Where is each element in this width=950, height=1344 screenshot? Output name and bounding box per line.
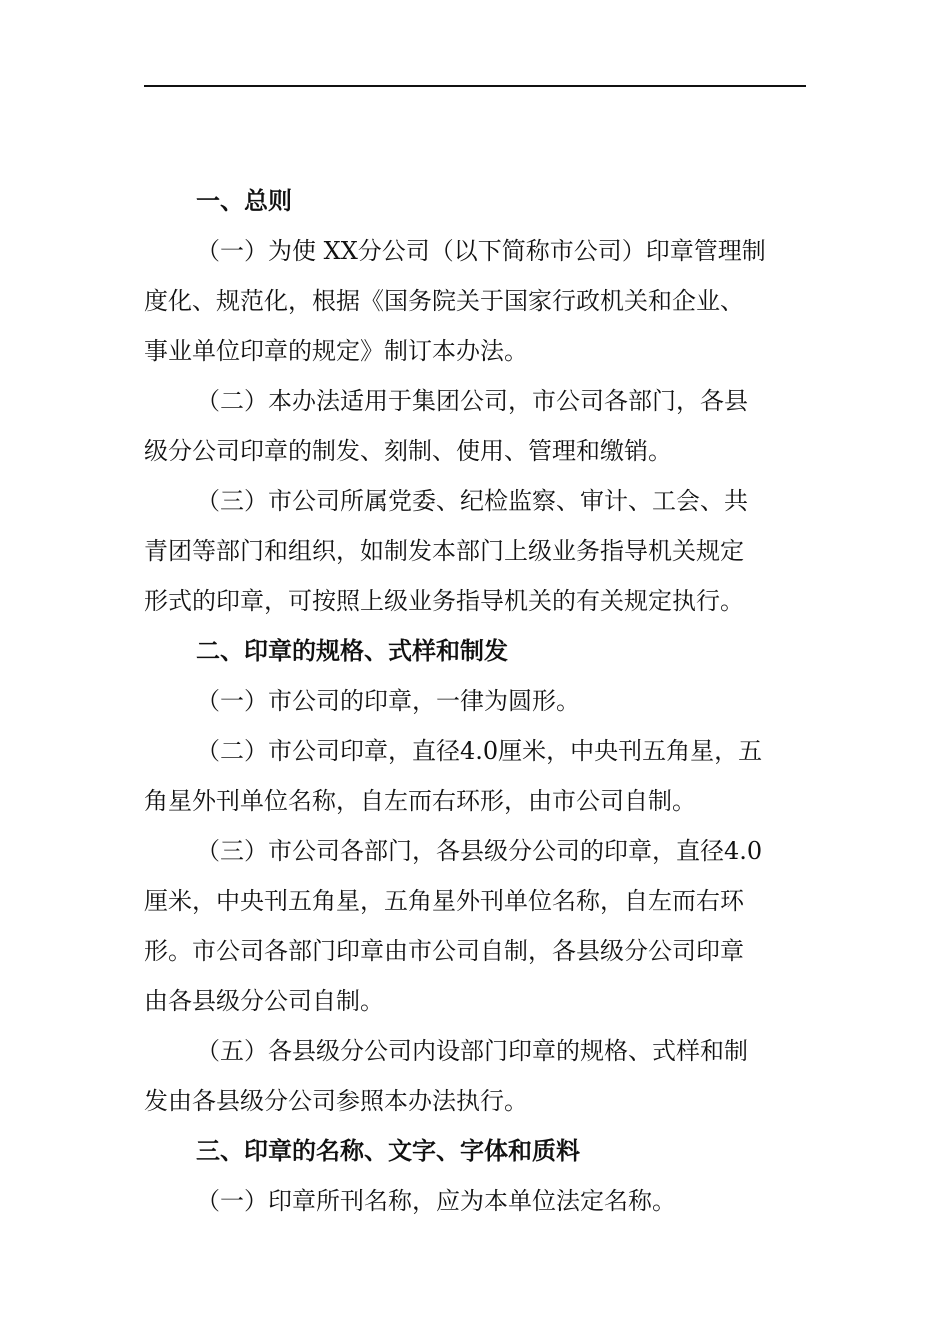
- paragraph-line: （一）印章所刊名称，应为本单位法定名称。: [196, 1187, 676, 1215]
- paragraph-line: （一）市公司的印章，一律为圆形。: [196, 687, 580, 715]
- paragraph-line: 度化、规范化，根据《国务院关于国家行政机关和企业、: [144, 287, 744, 315]
- paragraph-line: 厘米，中央刊五角星，五角星外刊单位名称，自左而右环: [144, 887, 744, 915]
- paragraph-line: 事业单位印章的规定》制订本办法。: [144, 337, 528, 365]
- header-rule: [144, 85, 806, 87]
- paragraph-line: （三）市公司各部门，各县级分公司的印章，直径4.0: [196, 837, 763, 865]
- paragraph-line: 发由各县级分公司参照本办法执行。: [144, 1087, 528, 1115]
- paragraph-line: 级分公司印章的制发、刻制、使用、管理和缴销。: [144, 437, 672, 465]
- section-heading: 三、印章的名称、文字、字体和质料: [196, 1136, 580, 1165]
- paragraph-line: （五）各县级分公司内设部门印章的规格、式样和制: [196, 1037, 748, 1065]
- paragraph-line: 形。市公司各部门印章由市公司自制，各县级分公司印章: [144, 937, 744, 965]
- section-heading: 二、印章的规格、式样和制发: [196, 636, 508, 665]
- paragraph-line: （二）市公司印章，直径4.0厘米，中央刊五角星，五: [196, 737, 763, 765]
- section-heading: 一、总则: [196, 186, 292, 215]
- paragraph-line: 由各县级分公司自制。: [144, 987, 384, 1015]
- paragraph-line: 青团等部门和组织，如制发本部门上级业务指导机关规定: [144, 537, 744, 565]
- paragraph-line: （三）市公司所属党委、纪检监察、审计、工会、共: [196, 487, 748, 515]
- paragraph-line: （一）为使 XX分公司（以下简称市公司）印章管理制: [196, 237, 766, 265]
- paragraph-line: 形式的印章，可按照上级业务指导机关的有关规定执行。: [144, 587, 744, 615]
- paragraph-line: （二）本办法适用于集团公司，市公司各部门，各县: [196, 387, 748, 415]
- document-body: [144, 176, 806, 1226]
- paragraph-line: 角星外刊单位名称，自左而右环形，由市公司自制。: [144, 787, 696, 815]
